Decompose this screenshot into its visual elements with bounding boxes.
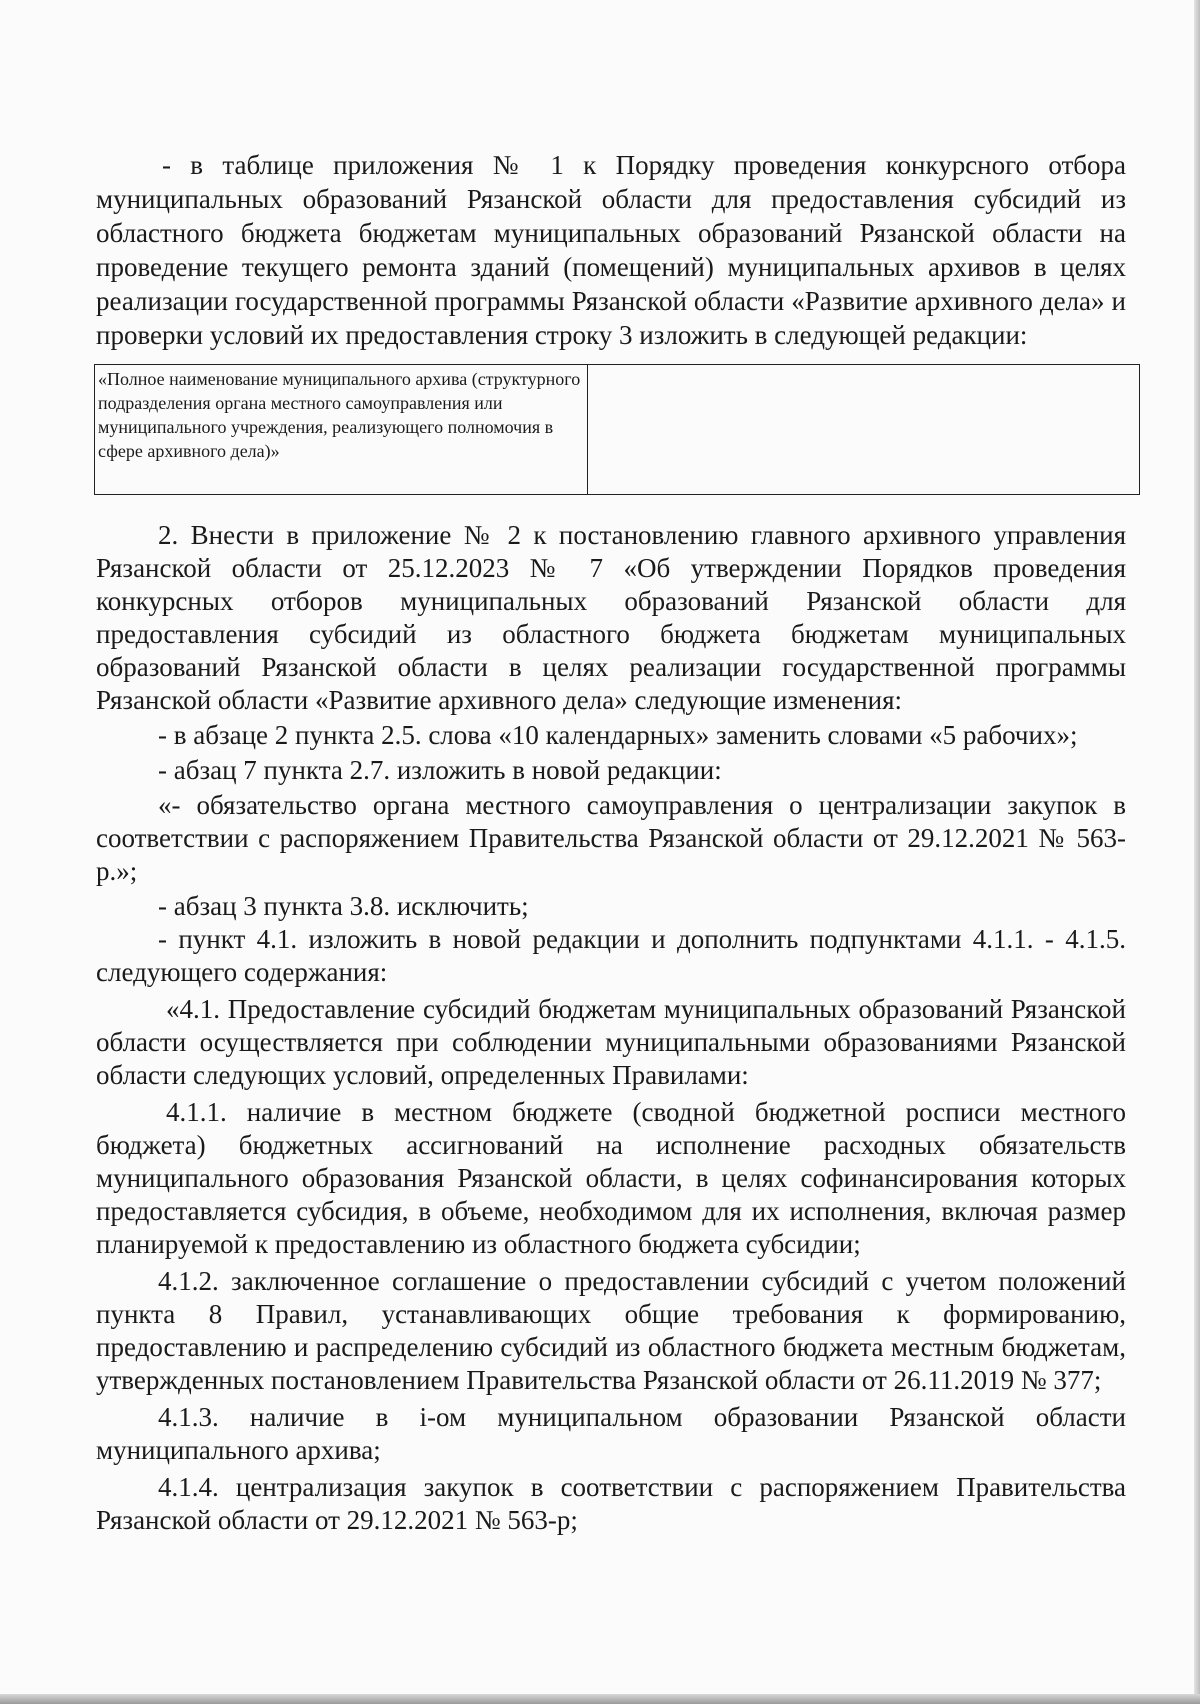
paragraph-clause-4-1-intro: - пункт 4.1. изложить в новой редакции и дополнить подпунктами 4.1.1. - 4.1.5. следующего содержания: xyxy=(96,924,1126,987)
paragraph-item-2: 2. Внести в приложение № 2 к постановлению главного архивного управления Рязанской области от 25.12.2023 № 7 «Об утверждении Порядков проведения конкурсных отборов муниципальных образований Рязанской области для предоставления субсидий из областного бюджета бюджетам муниципальных образований Рязанской области в целях реализации государственной программы Рязанской области «Развитие архивного дела» следующие изменения: xyxy=(96,520,1126,715)
paragraph-clause-3-8: - абзац 3 пункта 3.8. исключить; xyxy=(158,891,529,921)
paragraph-clause-2-7: - абзац 7 пункта 2.7. изложить в новой редакции: xyxy=(158,755,722,785)
paragraph-4-1-2: 4.1.2. заключенное соглашение о предоставлении субсидий с учетом положений пункта 8 Правил, устанавливающих общие требования к формированию, предоставлению и распределению субсидий из областного бюджета местным бюджетам, утвержденных постановлением Правительства Рязанской области от 26.11.2019 № 377; xyxy=(96,1266,1126,1395)
section-table-amendment xyxy=(96,148,1126,352)
document-body xyxy=(96,148,1126,1537)
page-edge-right xyxy=(1194,0,1200,1704)
page-edge-bottom xyxy=(0,1694,1200,1704)
table-row xyxy=(95,365,1140,495)
paragraph-obligation: «- обязательство органа местного самоуправления о централизации закупок в соответствии с распоряжением Правительства Рязанской области от 29.12.2021 № 563-р.»; xyxy=(96,790,1126,886)
table-cell-value xyxy=(588,365,1140,495)
paragraph-4-1: «4.1. Предоставление субсидий бюджетам муниципальных образований Рязанской области осуществляется при соблюдении муниципальными образованиями Рязанской области следующих условий, определенных Правилами: xyxy=(96,994,1126,1090)
paragraph-clause-2-5: - в абзаце 2 пункта 2.5. слова «10 календарных» заменить словами «5 рабочих»; xyxy=(158,720,1078,750)
paragraph-table-amendment: - в таблице приложения № 1 к Порядку проведения конкурсного отбора муниципальных образований Рязанской области для предоставления субсидий из областного бюджета бюджетам муниципальных образований Рязанской области на проведение текущего ремонта зданий (помещений) муниципальных архивов в целях реализации государственной программы Рязанской области «Развитие архивного дела» и проверки условий их предоставления строку 3 изложить в следующей редакции: xyxy=(96,150,1126,350)
table-cell-label: «Полное наименование муниципального архива (структурного подразделения органа местного самоуправления или муниципального учреждения, реализующего полномочия в сфере архивного дела)» xyxy=(95,365,588,495)
paragraph-4-1-3: 4.1.3. наличие в i-ом муниципальном образовании Рязанской области муниципального архива; xyxy=(96,1402,1126,1465)
section-appendix-2 xyxy=(96,519,1126,1537)
amendment-table xyxy=(94,364,1140,495)
paragraph-4-1-4: 4.1.4. централизация закупок в соответствии с распоряжением Правительства Рязанской области от 29.12.2021 № 563-р; xyxy=(96,1472,1126,1535)
paragraph-4-1-1: 4.1.1. наличие в местном бюджете (сводной бюджетной росписи местного бюджета) бюджетных ассигнований на исполнение расходных обязательств муниципального образования Рязанской области, в целях софинансирования которых предоставляется субсидия, в объеме, необходимом для их исполнения, включая размер планируемой к предоставлению из областного бюджета субсидии; xyxy=(96,1097,1126,1259)
